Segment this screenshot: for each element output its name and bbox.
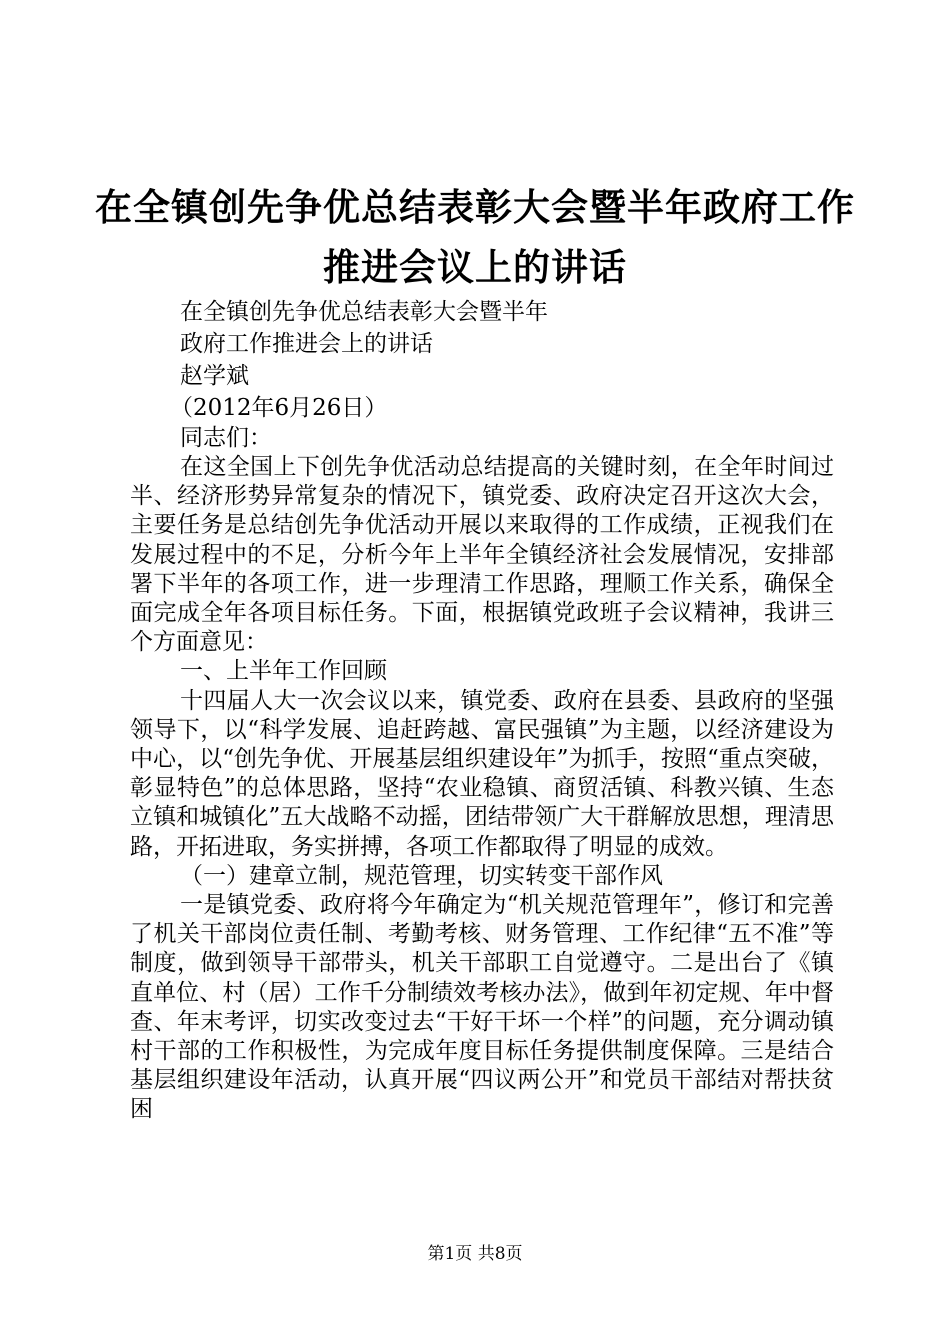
speech-date: （2012年6月26日） (170, 395, 388, 421)
author: 赵学斌 (180, 363, 249, 389)
subsection-heading: （一）建章立制，规范管理，切实转变干部作风 (180, 862, 663, 889)
page-footer: 第1页 共8页 (427, 1244, 523, 1264)
paragraph: 在这全国上下创先争优活动总结提高的关键时刻，在全年时间过半、经济形势异常复杂的情况下，镇党委、政府决定召开这次大会，主要任务是总结创先争优活动开展以来取得的工作成绩，正视我们在发展过程中的不足，分析今年上半年全镇经济社会发展情况，安排部署下半年的各项工作，进一步理清工作思路，理顺工作关系，确保全面完成全年各项目标任务。下面，根据镇党政班子会议精神，我讲三个方面意见： (130, 454, 834, 656)
speech-body (130, 453, 834, 1125)
salutation: 同志们： (180, 425, 272, 451)
paragraph: 十四届人大一次会议以来，镇党委、政府在县委、县政府的坚强领导下，以“科学发展、追赶跨越、富民强镇”为主题，以经济建设为中心，以“创先争优、开展基层组织建设年”为抓手，按照“重点突破，彰显特色”的总体思路，坚持“农业稳镇、商贸活镇、科教兴镇、生态立镇和城镇化”五大战略不动摇，团结带领广大干群解放思想，理清思路，开拓进取，务实拼搏，各项工作都取得了明显的成效。 (130, 687, 834, 860)
title-line-1: 在全镇创先争优总结表彰大会暨半年政府工作 (95, 186, 855, 229)
subtitle-line-1: 在全镇创先争优总结表彰大会暨半年 (180, 299, 548, 325)
title-line-2: 推进会议上的讲话 (323, 246, 627, 289)
subtitle-line-2: 政府工作推进会上的讲话 (180, 331, 433, 357)
paragraph: 一是镇党委、政府将今年确定为“机关规范管理年”，修订和完善了机关干部岗位责任制、考勤考核、财务管理、工作纪律“五不准”等制度，做到领导干部带头，机关干部职工自觉遵守。二是出台了《镇直单位、村（居）工作千分制绩效考核办法》，做到年初定规、年中督查、年末考评，切实改变过去“干好干坏一个样”的问题，充分调动镇村干部的工作积极性，为完成年度目标任务提供制度保障。三是结合基层组织建设年活动，认真开展“四议两公开”和党员干部结对帮扶贫困 (130, 892, 834, 1123)
section-heading: 一、上半年工作回顾 (180, 658, 387, 685)
